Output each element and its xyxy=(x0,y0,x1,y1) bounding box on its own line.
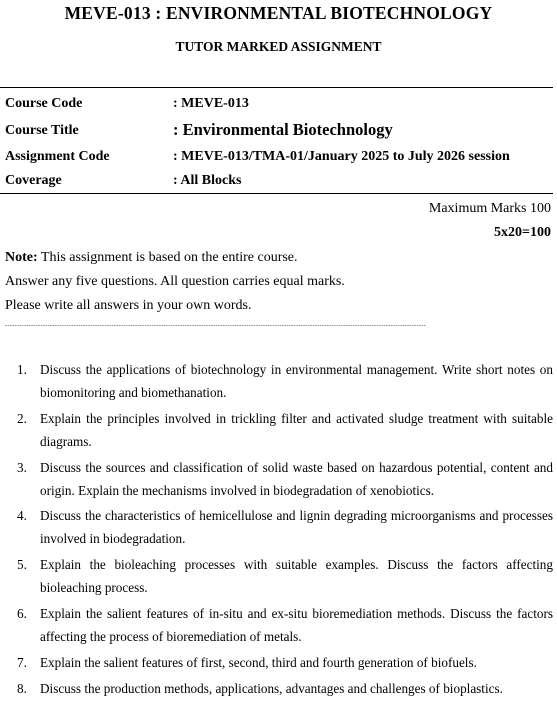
assignment-code-label: Assignment Code xyxy=(5,149,110,164)
dashed-separator: ---------------------------------------------------------------------------------------------------------------------------------------------------------------------------------- xyxy=(5,322,426,329)
document-subtitle: TUTOR MARKED ASSIGNMENT xyxy=(175,39,382,54)
note-text: This assignment is based on the entire course. xyxy=(40,250,298,265)
question-item xyxy=(0,553,553,599)
question-text: Explain the salient features of in-situ and ex-situ bioremediation methods. Discuss the factors affecting the process of bioremediation of metals. xyxy=(40,605,553,644)
marks-scheme: 5x20=100 xyxy=(494,225,551,240)
question-item xyxy=(0,407,553,453)
instruction-line-2: Answer any five questions. All question carries equal marks. xyxy=(5,274,345,289)
course-code-value: : MEVE-013 xyxy=(173,96,249,111)
question-item xyxy=(0,602,553,648)
coverage-value: : All Blocks xyxy=(173,173,242,188)
question-number: 4. xyxy=(17,508,27,524)
document-title: MEVE-013 : ENVIRONMENTAL BIOTECHNOLOGY xyxy=(64,3,493,23)
maximum-marks: Maximum Marks 100 xyxy=(428,201,551,216)
question-list xyxy=(0,358,553,702)
question-text: Discuss the characteristics of hemicellulose and lignin degrading microorganisms and processes involved in biodegradation. xyxy=(40,508,553,547)
question-number: 8. xyxy=(17,680,27,696)
question-item xyxy=(0,677,553,700)
question-item xyxy=(0,651,553,674)
question-number: 1. xyxy=(17,362,27,377)
top-divider xyxy=(0,87,553,88)
course-code-label: Course Code xyxy=(5,96,83,111)
question-text: Explain the bioleaching processes with suitable examples. Discuss the factors affecting bioleaching process. xyxy=(40,557,553,596)
note-line xyxy=(5,250,298,266)
course-title-value: : Environmental Biotechnology xyxy=(173,120,393,139)
question-number: 2. xyxy=(17,410,27,426)
question-number: 6. xyxy=(17,605,27,621)
assignment-code-value: : MEVE-013/TMA-01/January 2025 to July 2026 session xyxy=(173,149,510,164)
coverage-label: Coverage xyxy=(5,173,62,188)
question-number: 3. xyxy=(17,459,27,475)
question-item xyxy=(0,456,553,502)
question-item xyxy=(0,504,553,550)
question-number: 5. xyxy=(17,557,27,573)
instruction-line-3: Please write all answers in your own words. xyxy=(5,298,252,313)
question-text: Explain the salient features of first, second, third and fourth generation of biofuels. xyxy=(40,654,477,670)
question-text: Discuss the sources and classification of solid waste based on hazardous potential, content and origin. Explain the mechanisms involved in biodegradation of xenobiotics. xyxy=(40,459,553,498)
question-text: Discuss the applications of biotechnology in environmental management. Write short notes on biomonitoring and biomethanation. xyxy=(40,362,553,400)
question-text: Discuss the production methods, applications, advantages and challenges of bioplastics. xyxy=(40,680,503,696)
note-label: Note: xyxy=(5,250,38,265)
question-item xyxy=(0,358,553,404)
course-title-label: Course Title xyxy=(5,123,79,138)
bottom-divider xyxy=(0,193,553,194)
question-text: Explain the principles involved in trickling filter and activated sludge treatment with suitable diagrams. xyxy=(40,410,553,449)
question-number: 7. xyxy=(17,654,27,670)
